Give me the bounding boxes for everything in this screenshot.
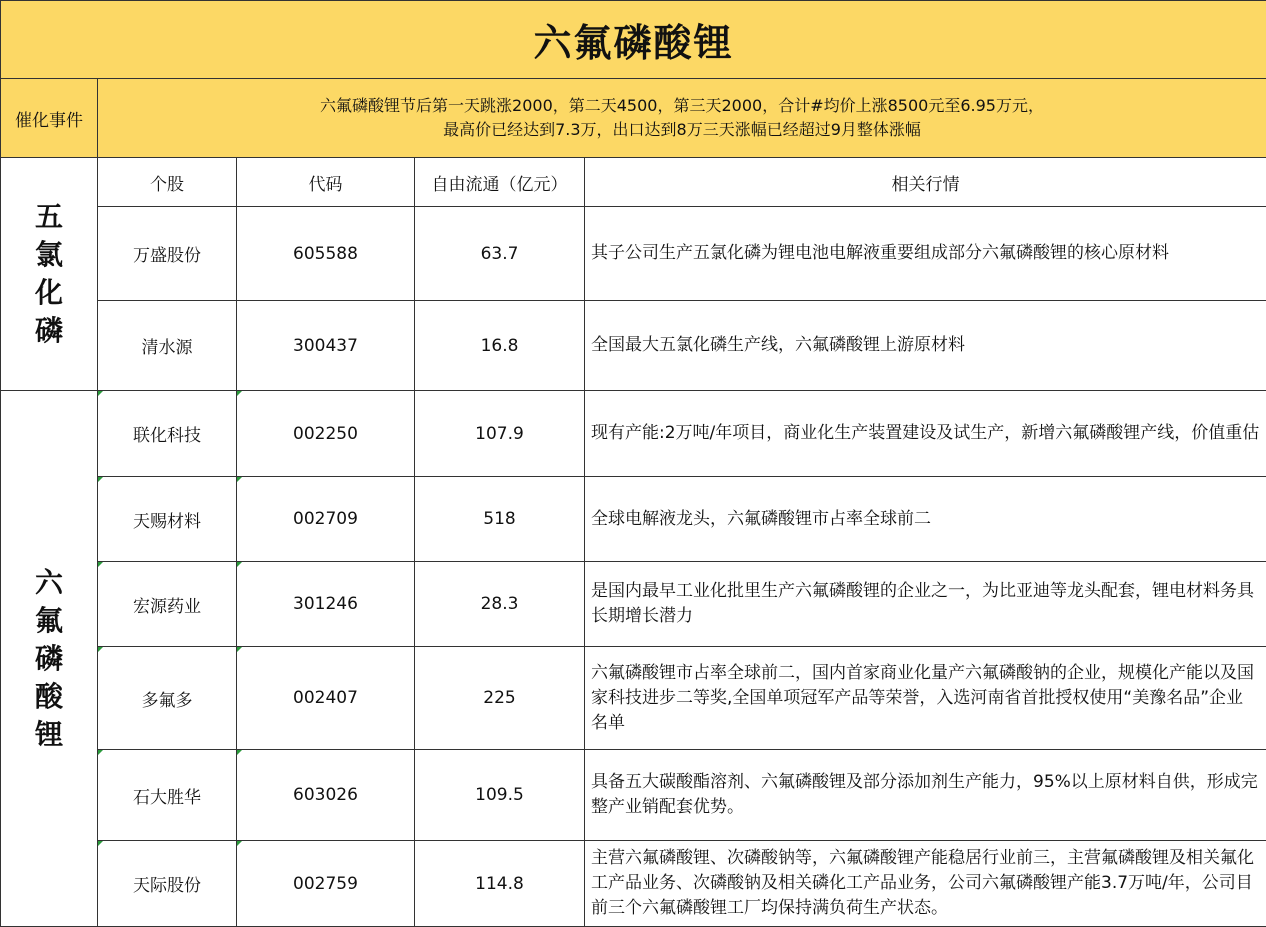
stock-desc: 现有产能:2万吨/年项目，商业化生产装置建设及试生产，新增六氟磷酸锂产线，价值重估 xyxy=(585,391,1266,477)
stock-code: 002759 xyxy=(237,841,415,927)
table-row xyxy=(1,750,1266,841)
stock-desc: 全国最大五氯化磷生产线，六氟磷酸锂上游原材料 xyxy=(585,301,1266,391)
stock-name: 清水源 xyxy=(98,301,237,391)
stock-code: 002407 xyxy=(237,647,415,750)
stock-float: 114.8 xyxy=(415,841,585,927)
stock-code: 002250 xyxy=(237,391,415,477)
table-row xyxy=(1,841,1266,927)
stock-desc: 是国内最早工业化批里生产六氟磷酸锂的企业之一，为比亚迪等龙头配套，锂电材料务具长期增长潜力 xyxy=(585,562,1266,647)
stock-desc: 全球电解液龙头，六氟磷酸锂市占率全球前二 xyxy=(585,477,1266,562)
stock-float: 63.7 xyxy=(415,207,585,301)
stock-float: 518 xyxy=(415,477,585,562)
stock-name: 联化科技 xyxy=(98,391,237,477)
stock-name: 石大胜华 xyxy=(98,750,237,841)
table-row xyxy=(1,207,1266,301)
catalyst-line-1: 六氟磷酸锂节后第一天跳涨2000，第二天4500，第三天2000，合计#均价上涨8500元至6.95万元， xyxy=(98,94,1266,118)
stock-float: 109.5 xyxy=(415,750,585,841)
header-stock: 个股 xyxy=(98,158,237,207)
stock-code: 301246 xyxy=(237,562,415,647)
stock-name: 天际股份 xyxy=(98,841,237,927)
table-row xyxy=(1,477,1266,562)
stock-name: 万盛股份 xyxy=(98,207,237,301)
catalyst-line-2: 最高价已经达到7.3万，出口达到8万三天涨幅已经超过9月整体涨幅 xyxy=(98,118,1266,142)
stock-desc: 六氟磷酸锂市占率全球前二，国内首家商业化量产六氟磷酸钠的企业，规模化产能以及国家科技进步二等奖,全国单项冠军产品等荣誉，入选河南省首批授权使用“美豫名品”企业名单 xyxy=(585,647,1266,750)
page-title: 六氟磷酸锂 xyxy=(1,1,1266,79)
stock-desc: 主营六氟磷酸锂、次磷酸钠等，六氟磷酸锂产能稳居行业前三，主营氟磷酸锂及相关氟化工产品业务、次磷酸钠及相关磷化工产品业务，公司六氟磷酸锂产能3.7万吨/年，公司目前三个六氟磷酸锂工厂均保持满负荷生产状态。 xyxy=(585,841,1266,927)
stock-float: 28.3 xyxy=(415,562,585,647)
header-code: 代码 xyxy=(237,158,415,207)
stock-code: 603026 xyxy=(237,750,415,841)
sector-label-pcl5: 五氯化磷 xyxy=(1,158,98,391)
stock-code: 300437 xyxy=(237,301,415,391)
stock-code: 002709 xyxy=(237,477,415,562)
catalyst-label: 催化事件 xyxy=(1,79,98,158)
header-float: 自由流通（亿元） xyxy=(415,158,585,207)
stock-float: 107.9 xyxy=(415,391,585,477)
stock-name: 宏源药业 xyxy=(98,562,237,647)
stock-desc: 其子公司生产五氯化磷为锂电池电解液重要组成部分六氟磷酸锂的核心原材料 xyxy=(585,207,1266,301)
table-row xyxy=(1,391,1266,477)
stock-desc: 具备五大碳酸酯溶剂、六氟磷酸锂及部分添加剂生产能力，95%以上原材料自供，形成完整产业销配套优势。 xyxy=(585,750,1266,841)
table-row xyxy=(1,562,1266,647)
stock-name: 多氟多 xyxy=(98,647,237,750)
stock-code: 605588 xyxy=(237,207,415,301)
header-desc: 相关行情 xyxy=(585,158,1266,207)
sector-label-lipf6: 六氟磷酸锂 xyxy=(1,391,98,927)
table-row xyxy=(1,647,1266,750)
table-row xyxy=(1,301,1266,391)
stock-name: 天赐材料 xyxy=(98,477,237,562)
stock-float: 225 xyxy=(415,647,585,750)
stock-float: 16.8 xyxy=(415,301,585,391)
catalyst-text xyxy=(98,79,1266,158)
